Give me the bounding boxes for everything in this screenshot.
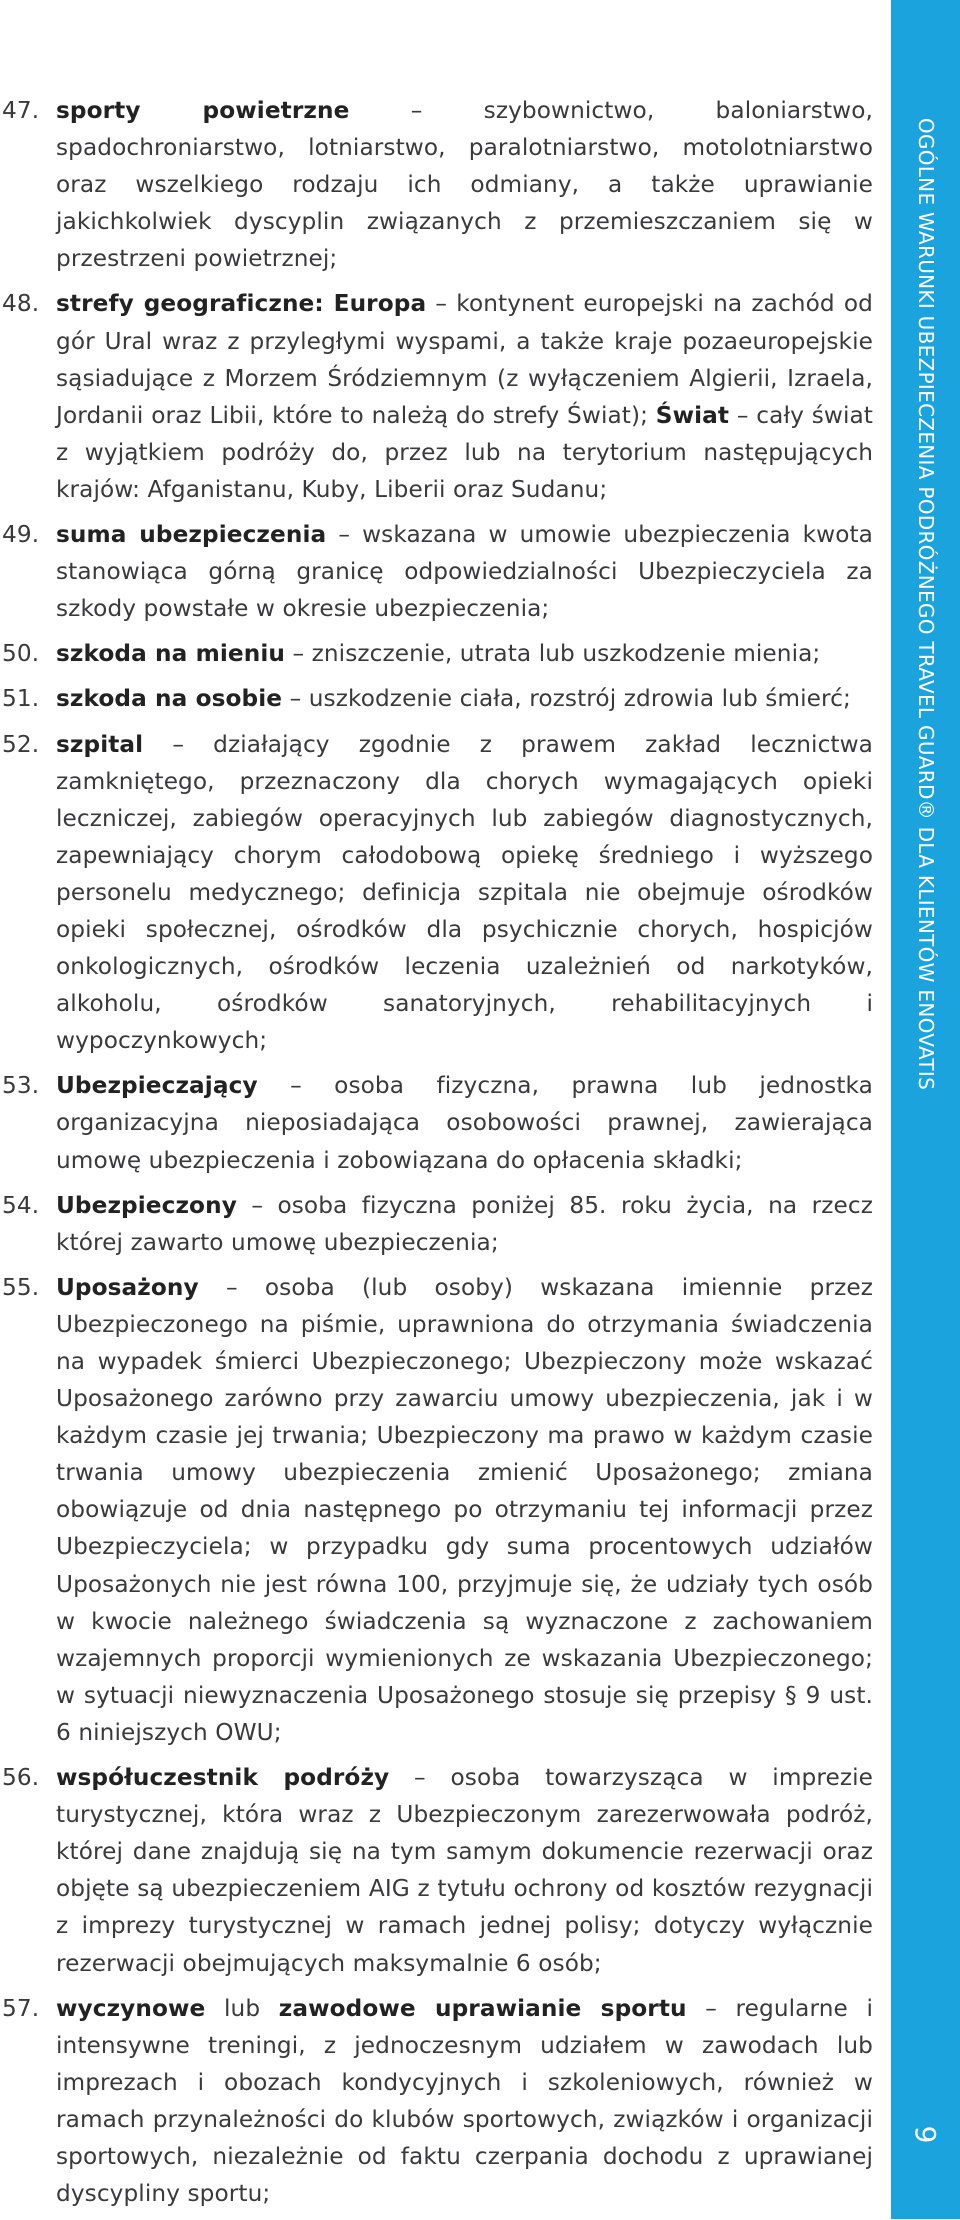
definition-number: 57. [2, 1994, 40, 2022]
definition-49 [0, 516, 873, 627]
definition-text: – osoba (lub osoby) wskazana imiennie przez Ubezpieczonego na piśmie, uprawniona do otrzymania świadczenia na wypadek śmierci Ubezpieczonego; Ubezpieczony może wskazać Uposażonego zarówno przy zawarciu umowy ubezpieczenia, jak i w każdym czasie jej trwania; Ubezpieczony ma prawo w każdym czasie trwania umowy ubezpieczenia zmienić Uposażonego; zmiana obowiązuje od dnia następnego po otrzymaniu tej informacji przez Ubezpieczyciela; w przypadku gdy suma procentowych udziałów Uposażonych nie jest równa 100, przyjmuje się, że udziały tych osób w kwocie należnego świadczenia są wyznaczone z zachowaniem wzajemnych proporcji wymienionych ze wskazania Ubezpieczonego; w sytuacji niewyznaczenia Uposażonego stosuje się przepisy § 9 ust. 6 niniejszych OWU; [56, 1273, 873, 1746]
definition-text: – wskazana w umowie ubezpieczenia kwota stanowiąca górną granicę odpowiedzialności Ubezpieczyciela za szkody powstałe w okresie ubezpieczenia; [56, 521, 873, 623]
definition-number: 50. [2, 640, 40, 668]
definition-term-secondary: Świat [655, 401, 730, 429]
definitions-list [0, 92, 873, 2220]
definition-number: 55. [2, 1273, 40, 1301]
definition-text: – działający zgodnie z prawem zakład lecznictwa zamkniętego, przeznaczony dla chorych wymagających opieki leczniczej, zabiegów operacyjnych lub zabiegów diagnostycznych, zapewniający chorym całodobową opiekę średniego i wyższego personelu medycznego; definicja szpitala nie obejmuje ośrodków opieki społecznej, ośrodków dla psychicznie chorych, hospicjów onkologicznych, ośrodków leczenia uzależnień od narkotyków, alkoholu, ośrodków sanatoryjnych, rehabilitacyjnych i wypoczynkowych; [56, 730, 873, 1055]
definition-number: 52. [2, 730, 40, 758]
definition-term: suma ubezpieczenia [56, 521, 327, 549]
sidebar-title: OGÓLNE WARUNKI UBEZPIECZENIA PODRÓŻNEGO TRAVEL GUARD® DLA KLIENTÓW ENOVATIS [913, 117, 938, 1091]
definition-53 [0, 1067, 873, 1178]
definition-57 [0, 1990, 873, 2213]
definition-text: – uszkodzenie ciała, rozstrój zdrowia lub śmierć; [282, 685, 851, 713]
definition-number: 53. [2, 1072, 40, 1100]
definition-text: – osoba fizyczna, prawna lub jednostka organizacyjna nieposiadająca osobowości prawnej, zawierająca umowę ubezpieczenia i zobowiązana do opłacenia składki; [56, 1072, 873, 1174]
definition-term: Ubezpieczający [56, 1072, 258, 1100]
definition-text-secondary: – regularne i intensywne treningi, z jednoczesnym udziałem w zawodach lub imprezach i obozach kondycyjnych i szkoleniowych, również w ramach przynależności do klubów sportowych, związków i organizacji sportowych, niezależnie od faktu czerpania dochodu z uprawianej dyscypliny sportu; [56, 1994, 873, 2208]
definition-text: lub [205, 1994, 279, 2022]
definition-55 [0, 1269, 873, 1751]
definition-number: 51. [2, 685, 40, 713]
definition-text: – kontynent europejski na zachód od gór Ural wraz z przyległymi wyspami, a także kraje pozaeuropejskie sąsiadujące z Morzem Śródziemnym (z wyłączeniem Algierii, Izraela, Jordanii oraz Libii, które to należą do strefy Świat); [56, 290, 873, 429]
definition-number: 56. [2, 1764, 40, 1792]
definition-term-secondary: zawodowe uprawianie sportu [278, 1994, 687, 2022]
sidebar-band [891, 0, 960, 2219]
definition-number: 49. [2, 521, 40, 549]
definition-50 [0, 635, 873, 672]
definition-text: – osoba fizyczna poniżej 85. roku życia, na rzecz której zawarto umowę ubezpieczenia; [56, 1191, 873, 1256]
definition-term: współuczestnik podróży [56, 1764, 390, 1792]
page-number: 9 [909, 2125, 942, 2144]
definition-48 [0, 285, 873, 508]
definition-term: Uposażony [56, 1273, 199, 1301]
definition-51 [0, 680, 873, 717]
definition-term: sporty powietrzne [56, 97, 350, 124]
definition-text: – zniszczenie, utrata lub uszkodzenie mienia; [284, 640, 821, 668]
definition-56 [0, 1759, 873, 1982]
definition-54 [0, 1187, 873, 1261]
definition-text: – szybownictwo, baloniarstwo, spadochroniarstwo, lotniarstwo, paralotniarstwo, motolotniarstwo oraz wszelkiego rodzaju ich odmiany, a także uprawianie jakichkolwiek dyscyplin związanych z przemieszczaniem się w przestrzeni powietrznej; [56, 97, 873, 273]
definition-term: strefy geograficzne: Europa [56, 290, 427, 318]
definition-text-secondary: – cały świat z wyjątkiem podróży do, przez lub na terytorium następujących krajów: Afganistanu, Kuby, Liberii oraz Sudanu; [56, 401, 873, 503]
definition-number: 47. [2, 97, 40, 124]
definition-term: wyczynowe [56, 1994, 206, 2022]
definition-term: Ubezpieczony [56, 1191, 237, 1219]
definition-term: szkoda na osobie [56, 685, 283, 713]
definition-text: – osoba towarzysząca w imprezie turystycznej, która wraz z Ubezpieczonym zarezerwowała podróż, której dane znajdują się na tym samym dokumencie rezerwacji oraz objęte są ubezpieczeniem AIG z tytułu ochrony od kosztów rezygnacji z imprezy turystycznej w ramach jednej polisy; dotyczy wyłącznie rezerwacji obejmujących maksymalnie 6 osób; [56, 1764, 873, 1977]
definition-47 [0, 92, 873, 277]
definition-number: 54. [2, 1191, 40, 1219]
definition-number: 48. [2, 290, 40, 318]
definition-term: szkoda na mieniu [56, 640, 285, 668]
definition-term: szpital [56, 730, 144, 758]
definition-52 [0, 726, 873, 1060]
